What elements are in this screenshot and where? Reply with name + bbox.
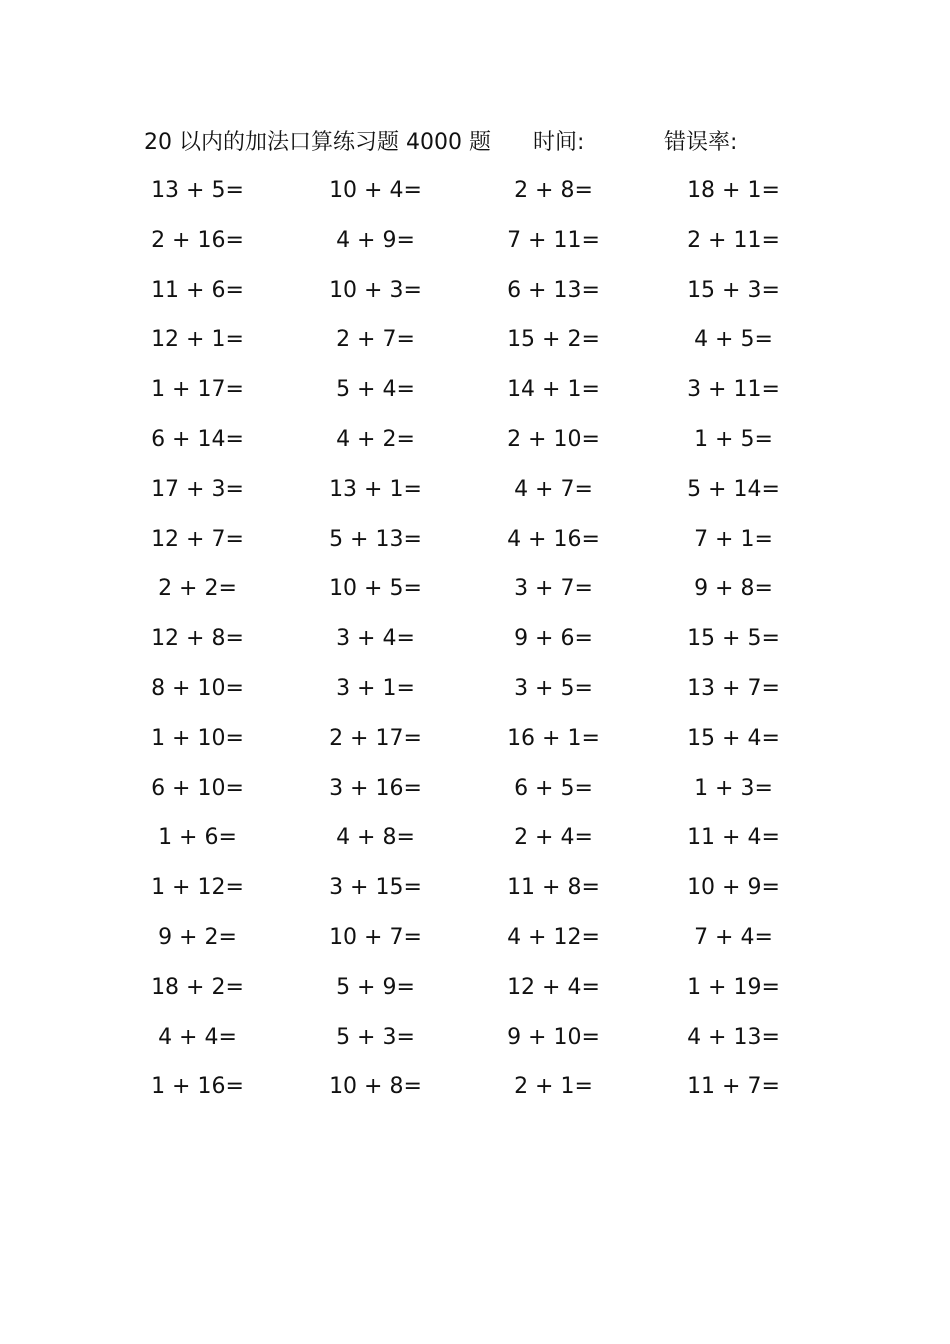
addition-problem: 2 + 16= <box>151 227 244 253</box>
addition-problem: 13 + 5= <box>151 178 244 203</box>
addition-problem: 5 + 4= <box>336 377 415 403</box>
worksheet-header <box>0 126 950 160</box>
addition-problem: 1 + 17= <box>151 377 244 403</box>
problem-row <box>0 224 950 274</box>
problem-row <box>0 1070 950 1120</box>
addition-problem: 9 + 10= <box>507 1024 600 1050</box>
addition-problem: 18 + 2= <box>151 974 244 1000</box>
addition-problem: 11 + 8= <box>507 875 600 901</box>
addition-problem: 1 + 19= <box>687 974 780 1000</box>
addition-problem: 10 + 4= <box>329 178 422 203</box>
problem-row <box>0 323 950 373</box>
addition-problem: 2 + 10= <box>507 426 600 452</box>
addition-problem: 13 + 7= <box>687 675 780 701</box>
addition-problem: 11 + 7= <box>687 1074 780 1100</box>
addition-problem: 15 + 3= <box>687 277 780 303</box>
problem-row <box>0 971 950 1021</box>
problem-row <box>0 921 950 971</box>
addition-problem: 14 + 1= <box>507 377 600 403</box>
problem-row <box>0 672 950 722</box>
addition-problem: 17 + 3= <box>151 476 244 502</box>
addition-problem: 7 + 4= <box>694 924 773 950</box>
addition-problem: 1 + 12= <box>151 875 244 901</box>
addition-problem: 3 + 1= <box>336 675 415 701</box>
problem-row <box>0 423 950 473</box>
addition-problem: 15 + 5= <box>687 626 780 652</box>
addition-problem: 4 + 5= <box>694 327 773 353</box>
addition-problem: 1 + 6= <box>158 825 237 851</box>
addition-problem: 4 + 2= <box>336 426 415 452</box>
problem-row <box>0 174 950 224</box>
addition-problem: 11 + 6= <box>151 277 244 303</box>
addition-problem: 3 + 11= <box>687 377 780 403</box>
addition-problem: 9 + 8= <box>694 576 773 602</box>
addition-problem: 3 + 5= <box>514 675 593 701</box>
addition-problem: 4 + 12= <box>507 924 600 950</box>
worksheet-title: 20 以内的加法口算练习题 4000 题 <box>144 130 491 155</box>
addition-problem: 6 + 13= <box>507 277 600 303</box>
problem-row <box>0 772 950 822</box>
problem-row <box>0 1021 950 1071</box>
addition-problem: 10 + 5= <box>329 576 422 602</box>
problem-row <box>0 821 950 871</box>
addition-problem: 13 + 1= <box>329 476 422 502</box>
addition-problem: 8 + 10= <box>151 675 244 701</box>
addition-problem: 4 + 13= <box>687 1024 780 1050</box>
addition-problem: 4 + 7= <box>514 476 593 502</box>
problem-row <box>0 473 950 523</box>
addition-problem: 6 + 14= <box>151 426 244 452</box>
addition-problem: 1 + 3= <box>694 775 773 801</box>
addition-problem: 12 + 7= <box>151 526 244 552</box>
addition-problem: 9 + 6= <box>514 626 593 652</box>
addition-problem: 4 + 8= <box>336 825 415 851</box>
addition-problem: 6 + 10= <box>151 775 244 801</box>
addition-problem: 1 + 10= <box>151 725 244 751</box>
addition-problem: 7 + 1= <box>694 526 773 552</box>
addition-problem: 2 + 1= <box>514 1074 593 1100</box>
addition-problem: 3 + 7= <box>514 576 593 602</box>
addition-problem: 3 + 4= <box>336 626 415 652</box>
problem-row <box>0 572 950 622</box>
addition-problem: 2 + 8= <box>514 178 593 203</box>
addition-problem: 15 + 4= <box>687 725 780 751</box>
addition-problem: 5 + 3= <box>336 1024 415 1050</box>
addition-problem: 11 + 4= <box>687 825 780 851</box>
addition-problem: 18 + 1= <box>687 178 780 203</box>
addition-problem: 2 + 11= <box>687 227 780 253</box>
addition-problem: 4 + 9= <box>336 227 415 253</box>
problem-row <box>0 274 950 324</box>
addition-problem: 16 + 1= <box>507 725 600 751</box>
addition-problem: 10 + 7= <box>329 924 422 950</box>
problem-row <box>0 871 950 921</box>
time-label: 时间: <box>533 130 585 155</box>
addition-problem: 1 + 5= <box>694 426 773 452</box>
problem-row <box>0 373 950 423</box>
problem-grid <box>0 174 950 1120</box>
addition-problem: 6 + 5= <box>514 775 593 801</box>
addition-problem: 2 + 2= <box>158 576 237 602</box>
addition-problem: 10 + 3= <box>329 277 422 303</box>
problem-row <box>0 523 950 573</box>
addition-problem: 4 + 16= <box>507 526 600 552</box>
addition-problem: 1 + 16= <box>151 1074 244 1100</box>
addition-problem: 12 + 4= <box>507 974 600 1000</box>
addition-problem: 2 + 7= <box>336 327 415 353</box>
error-rate-label: 错误率: <box>664 130 738 155</box>
addition-problem: 4 + 4= <box>158 1024 237 1050</box>
addition-problem: 9 + 2= <box>158 924 237 950</box>
addition-problem: 15 + 2= <box>507 327 600 353</box>
addition-problem: 5 + 9= <box>336 974 415 1000</box>
addition-problem: 2 + 17= <box>329 725 422 751</box>
addition-problem: 3 + 15= <box>329 875 422 901</box>
addition-problem: 12 + 8= <box>151 626 244 652</box>
addition-problem: 3 + 16= <box>329 775 422 801</box>
addition-problem: 5 + 13= <box>329 526 422 552</box>
problem-row <box>0 622 950 672</box>
addition-problem: 10 + 9= <box>687 875 780 901</box>
addition-problem: 2 + 4= <box>514 825 593 851</box>
problem-row <box>0 722 950 772</box>
addition-problem: 7 + 11= <box>507 227 600 253</box>
addition-problem: 5 + 14= <box>687 476 780 502</box>
addition-problem: 12 + 1= <box>151 327 244 353</box>
addition-problem: 10 + 8= <box>329 1074 422 1100</box>
